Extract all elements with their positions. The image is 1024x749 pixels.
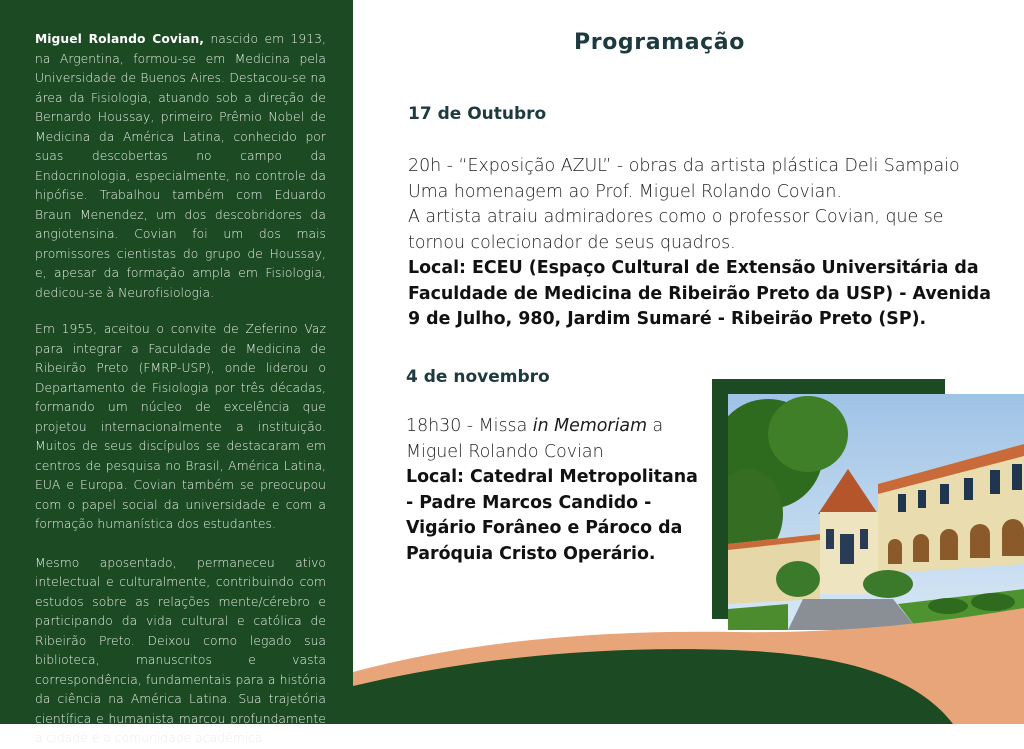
event-date-1: 17 de Outubro <box>408 104 547 124</box>
bio-panel <box>0 0 353 745</box>
event-date-2: 4 de novembro <box>406 367 550 387</box>
event-2-location: Local: Catedral Metropolitana - Padre Marcos Candido - Vigário Forâneo e Pároco da Paróquia Cristo Operário. <box>406 467 698 564</box>
page-title: Programação <box>574 30 745 55</box>
event-1-description <box>408 154 1008 333</box>
bio-paragraph-1 <box>35 30 326 303</box>
event-1-line-1: 20h - “Exposição AZUL” - obras da artista plástica Deli Sampaio <box>408 156 960 176</box>
bottom-wave-decoration <box>353 600 1024 724</box>
bio-paragraph-2: Em 1955, aceitou o convite de Zeferino Vaz para integrar a Faculdade de Medicina de Ribeirão Preto (FMRP-USP), onde liderou o Departamento de Fisiologia por três décadas, formando um núcleo de excelência que projetou internacionalmente a instituição. Muitos de seus discípulos se destacaram em centros de pesquisa no Brasil, América Latina, EUA e Europa. Covian também se preocupou com o papel social da universidade e com a formação humanística dos estudantes. <box>35 322 326 531</box>
event-2-time: 18h30 - Missa <box>406 416 533 436</box>
event-2-description <box>406 414 706 567</box>
bio-paragraph-3: Mesmo aposentado, permaneceu ativo intelectual e culturalmente, contribuindo com estudos sobre as relações mente/cérebro e participando da vida cultural e católica de Ribeirão Preto. Deixou como legado sua biblioteca, manuscritos e vasta correspondência, fundamentais para a história da ciência na América Latina. Sua trajetória científica e humanista marcou profundamente a cidade e a comunidade acadêmica. <box>35 555 326 745</box>
bio-name: Miguel Rolando Covian, <box>35 32 205 46</box>
event-1-line-2: Uma homenagem ao Prof. Miguel Rolando Covian. <box>408 181 842 202</box>
event-1-line-3: A artista atraiu admiradores como o professor Covian, que se tornou colecionador de seus quadros. <box>408 207 944 253</box>
event-2-text <box>406 414 706 465</box>
event-2-italic: in Memoriam <box>532 416 648 436</box>
event-1-location: Local: ECEU (Espaço Cultural de Extensão Universitária da Faculdade de Medicina de Ribeirão Preto da USP) - Avenida 9 de Julho, 980, Jardim Sumaré - Ribeirão Preto (SP). <box>408 258 991 329</box>
event-2-rest: a Miguel Rolando Covian <box>406 416 664 462</box>
building-photo <box>728 394 1024 630</box>
bio-text-1: nascido em 1913, na Argentina, formou-se em Medicina pela Universidade de Buenos Aires. Destacou-se na área da Fisiologia, atuando sob a direção de Bernardo Houssay, primeiro Prêmio Nobel de Medicina da América Latina, conhecido por suas descobertas no campo da Endocrinologia, especialmente, no controle da hipófise. Trabalhou também com Eduardo Braun Menendez, um dos descobridores da angiotensina. Covian foi um dos mais promissores cientistas do grupo de Houssay, e, apesar da formação ampla em Fisiologia, dedicou-se à Neurofisiologia. <box>35 32 326 300</box>
building-illustration <box>728 394 1024 630</box>
